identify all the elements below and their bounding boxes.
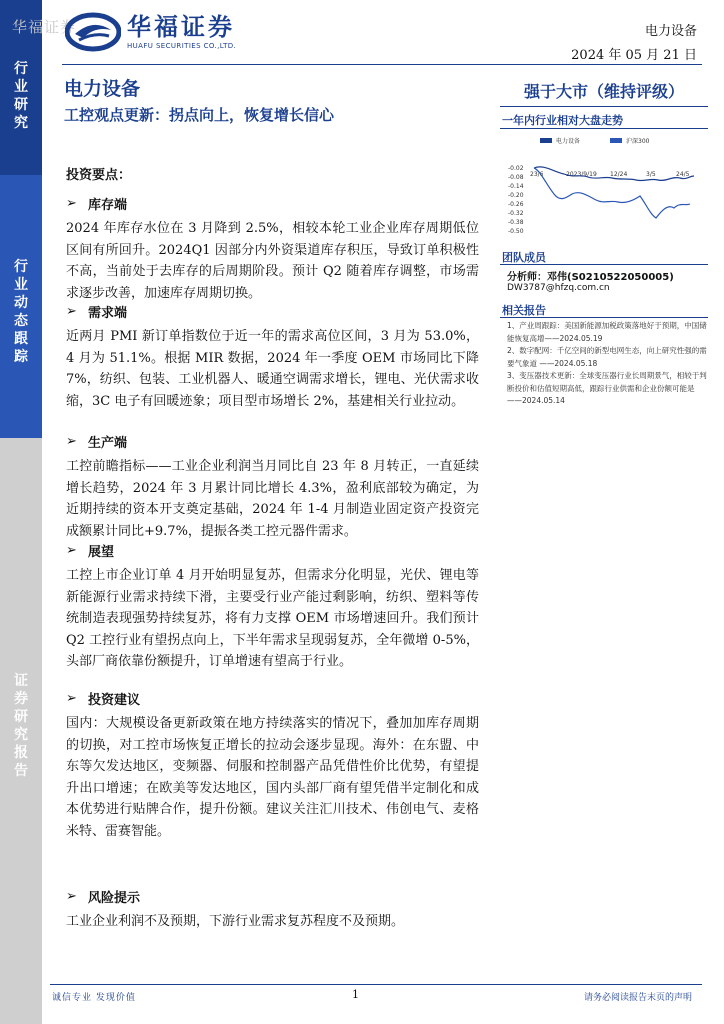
analyst-email[interactable]: DW3787@hfzq.com.cn: [507, 283, 610, 293]
section-heading-production: ➢ 生产端: [66, 434, 128, 451]
x-tick-label: 23/6: [530, 171, 544, 178]
arrow-icon: ➢: [66, 196, 77, 211]
arrow-icon: ➢: [66, 889, 77, 904]
section-text-demand: 近两月 PMI 新订单指数位于近一年的需求高位区间，3 月为 53.0%，4 月为 51.1%。根据 MIR 数据，2024 年一季度 OEM 市场同比下降 7%，纺织、包装、工业机器人、暖通空调需求增长，锂电、光伏需求收缩，3C 电子有回暖迹象；项目型市场增长 2%，基建相关行业拉动。: [66, 329, 479, 409]
related-divider: [500, 317, 708, 318]
company-logo: [65, 12, 236, 52]
y-tick-label: -0.26: [508, 201, 524, 208]
related-report-item[interactable]: 3、变压器技术更新：全球变压器行业长周期景气，相较于判断投价和估值短期高低，跟踪行业供需和企业份额可能是——2024.05.14: [507, 371, 707, 405]
section-heading-risk: ➢ 风险提示: [66, 889, 141, 906]
y-tick-label: -0.38: [508, 219, 524, 226]
footer-disclaimer: 请务必阅读报告末页的声明: [583, 993, 692, 1003]
x-tick-label: 24/5: [676, 171, 690, 178]
header-date: 2024 年 05 月 21 日: [571, 48, 697, 63]
sidebar-text-3: 证 券 研 究 报 告: [14, 673, 28, 779]
report-subtitle: 工控观点更新：拐点向上，恢复增长信心: [64, 106, 335, 124]
related-report-item[interactable]: 2、数字配网：千亿空间的新型电网生态，向上研究性强的需要气象道 ——2024.05.18: [507, 346, 707, 368]
section-text-outlook: 工控上市企业订单 4 月开始明显复苏，但需求分化明显，光伏、锂电等新能源行业需求持续下滑，主要受行业产能过剩影响，纺织、塑料等传统制造表现强势持续复苏，将有力支撑 OEM 市场增速回升。我们预计 Q2 工控行业有望拐点向上，下半年需求呈现弱复苏，全年微增 0-5%，头部厂商依靠份额提升，订单增速有望高于行业。: [66, 568, 479, 669]
y-tick-label: -0.02: [508, 165, 524, 172]
arrow-icon: ➢: [66, 543, 77, 558]
section-text-inventory: 2024 年库存水位在 3 月降到 2.5%，相较本轮工业企业库存周期低位区间有所回升。2024Q1 因部分内外资渠道库存积压，导致订单积极性不高，当前处于去库存的后周期阶段。预计 Q2 随着库存调整，市场需求逐步改善，加速库存周期切换。: [66, 221, 479, 301]
rating: 强于大市（维持评级）: [523, 82, 684, 101]
x-tick-label: 2023/9/19: [566, 171, 597, 178]
relative-performance-chart: [500, 134, 708, 234]
x-tick-label: 3/5: [646, 171, 656, 178]
footer-divider: [50, 984, 702, 985]
section-heading-outlook: ➢ 展望: [66, 543, 115, 560]
related-reports-title: 相关报告: [502, 304, 546, 317]
x-tick-label: 12/24: [610, 171, 628, 178]
page-number: 1: [352, 988, 359, 1001]
analyst-line: [507, 268, 674, 283]
investment-points-title: 投资要点：: [66, 168, 132, 183]
header-divider: [62, 64, 702, 65]
related-report-item[interactable]: 1、产业周跟踪：美国新能源加税政策落地好于预期，中国储能恢复高增——2024.05.19: [507, 321, 707, 343]
left-sidebar: [0, 0, 42, 1024]
logo-swirl-icon: [65, 12, 121, 52]
legend-swatch-index: [610, 138, 622, 143]
team-divider: [500, 264, 708, 265]
y-tick-label: -0.20: [508, 192, 524, 199]
chart-title-divider: [500, 128, 708, 129]
y-tick-label: -0.08: [508, 174, 524, 181]
watermark: 华福证券: [12, 18, 77, 36]
legend-swatch-sector: [540, 138, 552, 143]
team-section-title: 团队成员: [502, 251, 546, 264]
analyst-label: 分析师：: [507, 272, 547, 283]
section-heading-advice: ➢ 投资建议: [66, 691, 141, 708]
chart-section-title: 一年内行业相对大盘走势: [502, 114, 623, 127]
arrow-icon: ➢: [66, 691, 77, 706]
section-text-advice: 国内：大规模设备更新政策在地方持续落实的情况下，叠加加库存周期的切换，对工控市场恢复正增长的拉动会逐步显现。海外：在东盟、中东等欠发达地区，变频器、伺服和控制器产品凭借性价比优势，有望提升出口增速；在欧美等发达地区，国内头部厂商有望凭借半定制化和成本优势进行贴牌合作，提升份额。建议关注汇川技术、伟创电气、麦格米特、雷赛智能。: [66, 716, 479, 839]
section-text-risk: 工业企业利润不及预期，下游行业需求复苏程度不及预期。: [66, 914, 405, 929]
header-sector: 电力设备: [644, 24, 697, 39]
section-heading-demand: ➢ 需求端: [66, 304, 128, 321]
section-text-production: 工控前瞻指标——工业企业利润当月同比自 23 年 8 月转正，一直延续增长趋势，2024 年 3 月累计同比增长 4.3%，盈利底部较为确定，为近期持续的资本开支奠定基础，2024 年 1-4 月制造业固定资产投资完成额累计同比+9.7%，提振各类工控元器件需求。: [66, 459, 479, 539]
logo-name-cn: 华福证券: [127, 13, 235, 41]
sidebar-text-2: 行 业 动 态 跟 踪: [14, 259, 28, 365]
analyst-name: 邓伟(S0210522050005): [547, 272, 674, 283]
section-heading-inventory: ➢ 库存端: [66, 196, 128, 213]
y-tick-label: -0.50: [508, 228, 524, 234]
legend-label-index: 沪深300: [626, 138, 650, 145]
related-reports-list: [507, 320, 707, 408]
rating-divider: [500, 106, 708, 107]
arrow-icon: ➢: [66, 434, 77, 449]
y-tick-label: -0.32: [508, 210, 524, 217]
footer-slogan: 诚信专业 发现价值: [52, 993, 136, 1003]
logo-name-en: HUAFU SECURITIES CO.,LTD.: [127, 42, 237, 50]
sidebar-text-1: 行 业 研 究: [14, 61, 28, 131]
legend-label-sector: 电力设备: [556, 138, 581, 145]
report-title: 电力设备: [64, 78, 141, 100]
y-tick-label: -0.14: [508, 183, 524, 190]
arrow-icon: ➢: [66, 304, 77, 319]
